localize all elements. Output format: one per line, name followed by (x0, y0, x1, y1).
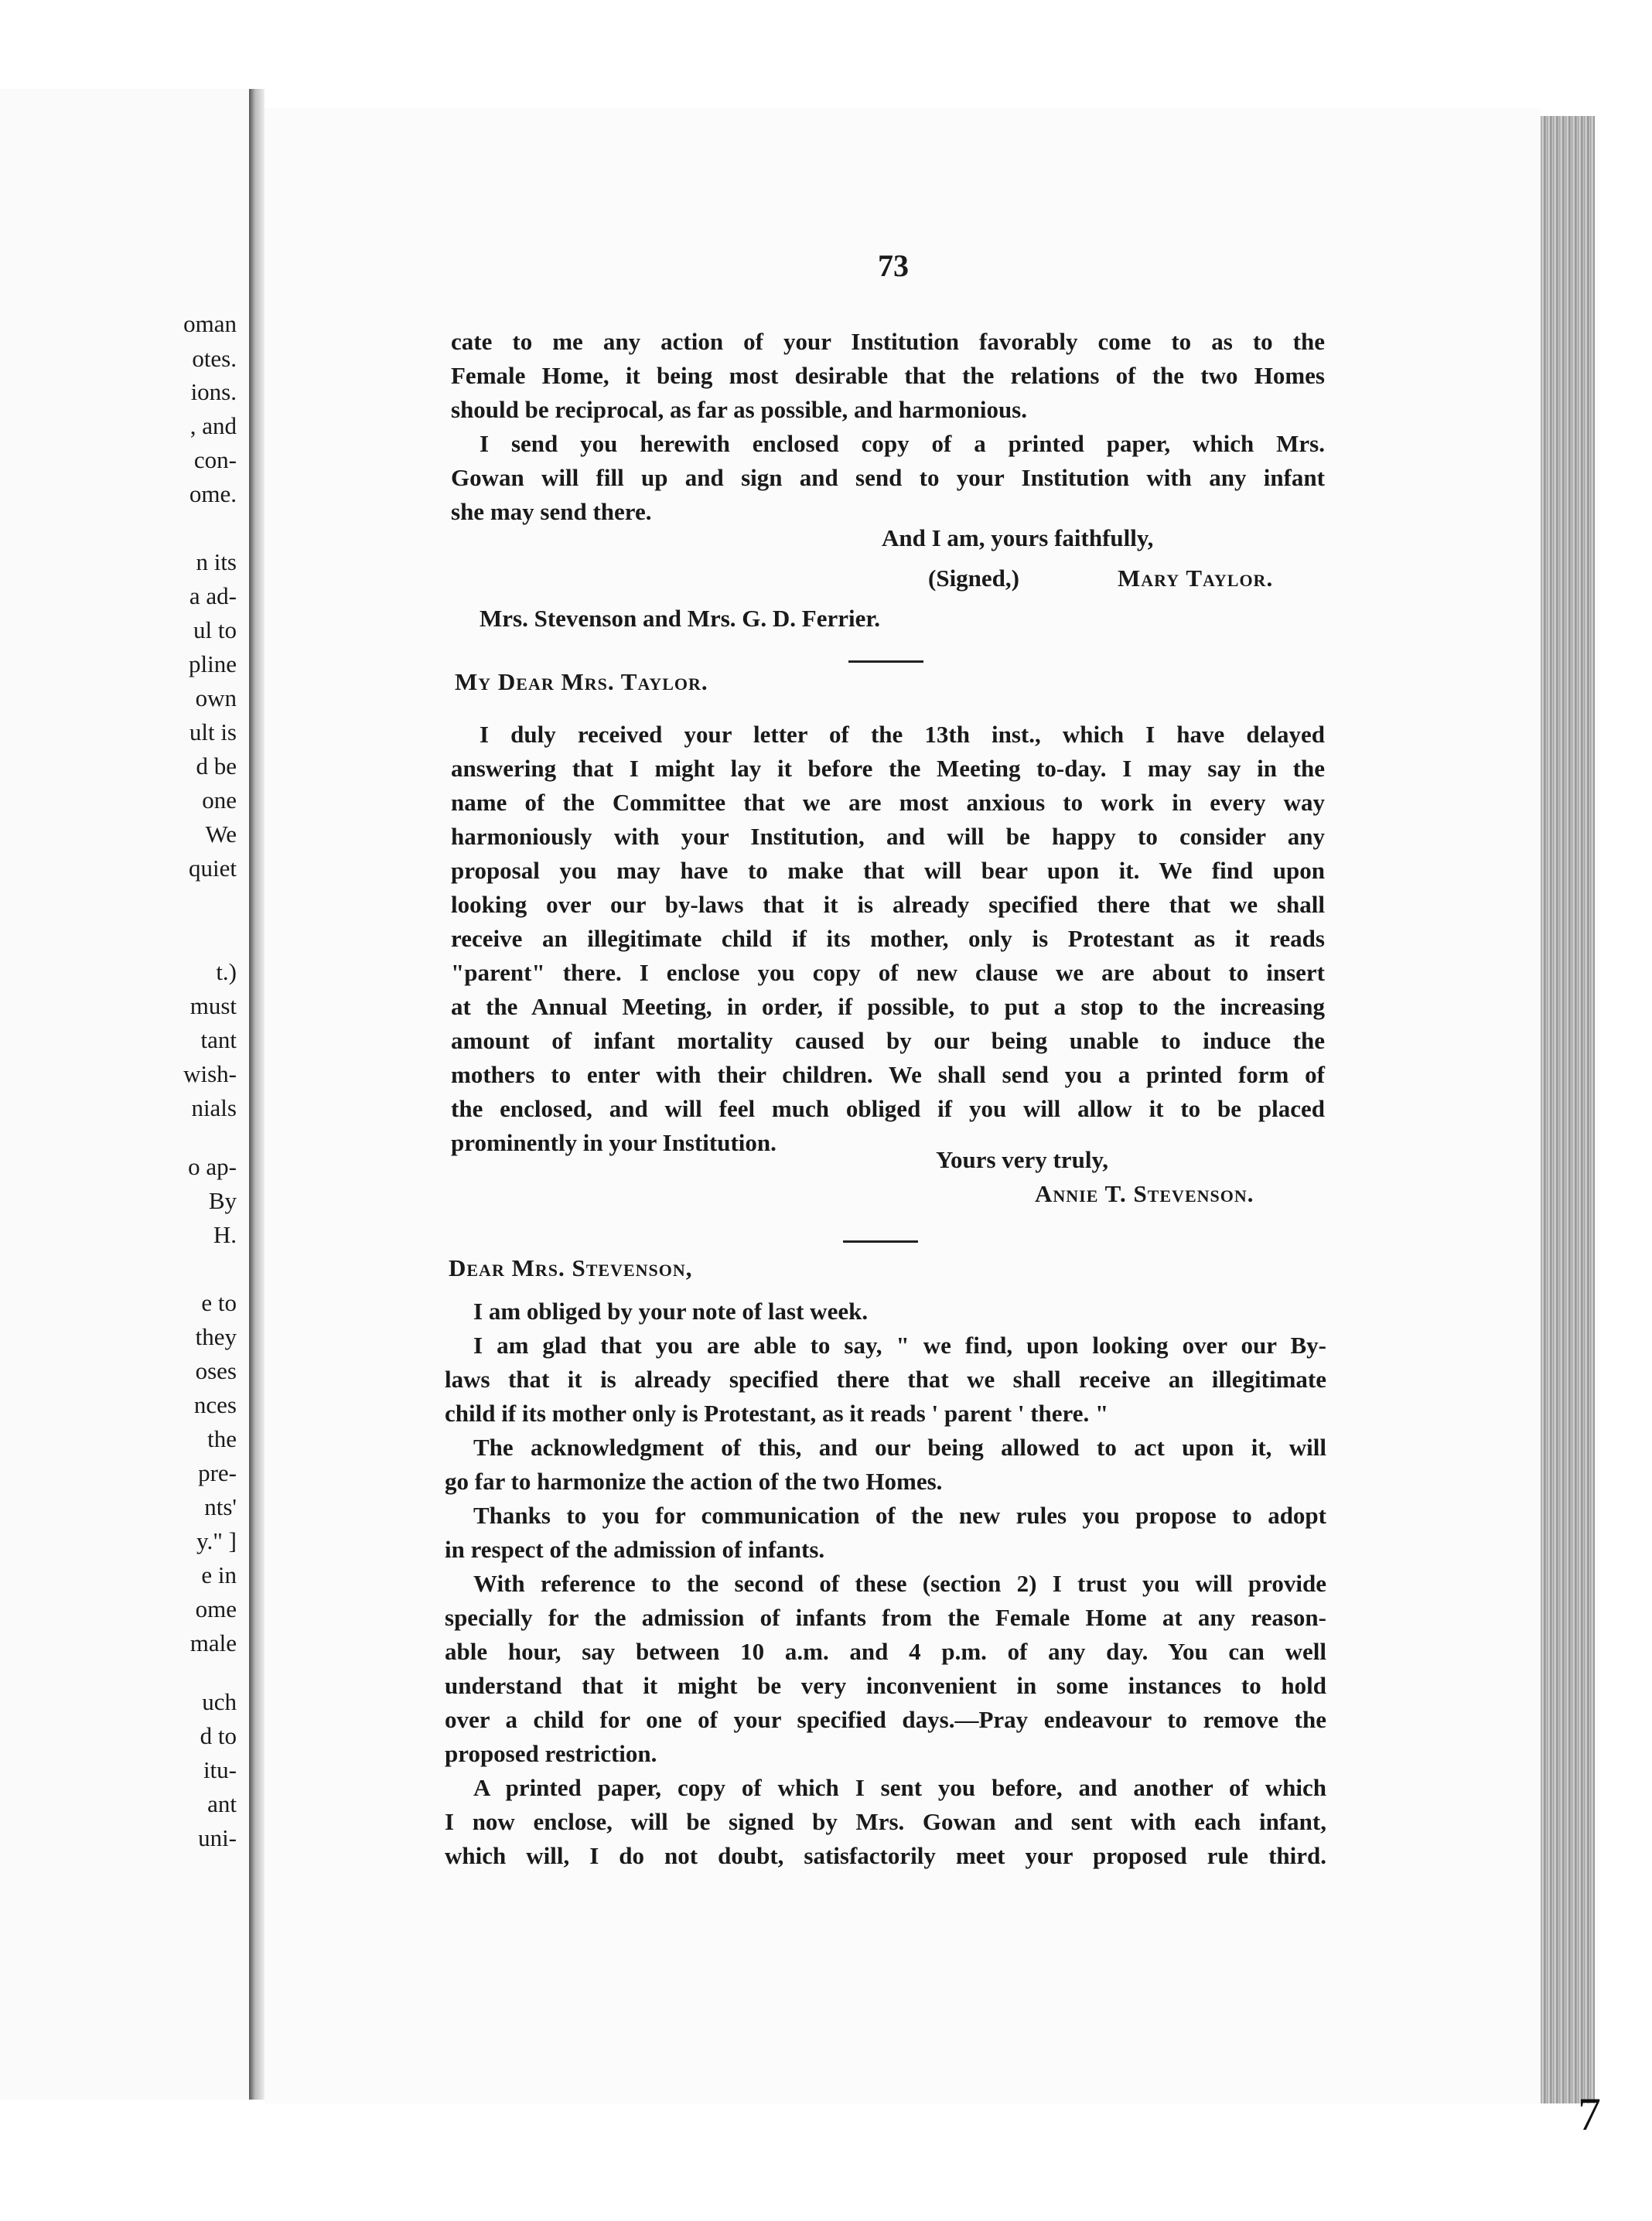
body-line: proposal you may have to make that will bear upon it. We find upon (451, 857, 1325, 884)
body-line: I send you herewith enclosed copy of a printed paper, which Mrs. (480, 430, 1325, 457)
body-line: I am obliged by your note of last week. (473, 1298, 869, 1325)
body-line: I duly received your letter of the 13th inst., which I have delayed (480, 721, 1325, 748)
body-line: in respect of the admission of infants. (445, 1536, 825, 1563)
left-fragment: the (207, 1425, 237, 1452)
left-fragment: wish- (183, 1060, 237, 1087)
body-line: cate to me any action of your Institution favorably come to as to the (451, 328, 1325, 355)
left-fragment: nts' (204, 1493, 237, 1520)
left-fragment: ult is (189, 718, 237, 745)
body-line: amount of infant mortality caused by our being unable to induce the (451, 1027, 1325, 1054)
margin-mark: 7 (1578, 2089, 1601, 2140)
body-line: which will, I do not doubt, satisfactorily meet your proposed rule third. (445, 1842, 1326, 1869)
body-line: Female Home, it being most desirable that the relations of the two Homes (451, 362, 1325, 389)
left-fragment: H. (213, 1221, 237, 1248)
body-line: The acknowledgment of this, and our being allowed to act upon it, will (473, 1434, 1326, 1461)
left-fragment: pline (189, 650, 237, 677)
closing-line: And I am, yours faithfully, (882, 524, 1154, 551)
body-line: A printed paper, copy of which I sent you before, and another of which (473, 1774, 1326, 1801)
section-divider (848, 660, 923, 663)
body-line: go far to harmonize the action of the two Homes. (445, 1468, 943, 1495)
body-line: proposed restriction. (445, 1740, 657, 1767)
body-line: prominently in your Institution. (451, 1129, 777, 1156)
body-line: mothers to enter with their children. We shall send you a printed form of (451, 1061, 1325, 1088)
left-fragment: con- (193, 446, 237, 473)
body-line: over a child for one of your specified days.—Pray endeavour to remove the (445, 1706, 1326, 1733)
left-fragment: uch (202, 1688, 237, 1715)
left-fragment: one (202, 786, 237, 814)
body-line: able hour, say between 10 a.m. and 4 p.m. of any day. You can well (445, 1638, 1326, 1665)
left-fragment: quiet (189, 855, 237, 882)
left-fragment: nces (193, 1391, 237, 1418)
body-line: Thanks to you for communication of the new rules you propose to adopt (473, 1502, 1326, 1529)
body-line: understand that it might be very inconvenient in some instances to hold (445, 1672, 1326, 1699)
left-fragment: d be (196, 752, 237, 780)
left-fragment: ul to (193, 616, 237, 643)
body-line: harmoniously with your Institution, and will be happy to consider any (451, 823, 1325, 850)
signature-annie-stevenson: Annie T. Stevenson. (1035, 1180, 1254, 1207)
left-fragment: By (208, 1187, 237, 1214)
left-fragment: tant (200, 1026, 237, 1053)
left-fragment: nials (191, 1094, 237, 1121)
signature-mary-taylor: Mary Taylor. (1118, 565, 1274, 592)
body-line: answering that I might lay it before the Meeting to-day. I may say in the (451, 755, 1325, 782)
left-fragment: itu- (203, 1756, 237, 1783)
body-line: child if its mother only is Protestant, as it reads ' parent ' there. " (445, 1400, 1109, 1427)
body-line: at the Annual Meeting, in order, if possible, to put a stop to the increasing (451, 993, 1325, 1020)
left-fragment: o ap- (188, 1153, 237, 1180)
body-line: specially for the admission of infants from the Female Home at any reason- (445, 1604, 1326, 1631)
left-fragment: We (205, 821, 237, 848)
body-line: name of the Committee that we are most anxious to work in every way (451, 789, 1325, 816)
body-line: I now enclose, will be signed by Mrs. Gowan and sent with each infant, (445, 1808, 1326, 1835)
salutation: My Dear Mrs. Taylor. (455, 668, 708, 695)
addressees-line: Mrs. Stevenson and Mrs. G. D. Ferrier. (480, 605, 881, 632)
left-fragment: e to (201, 1289, 237, 1316)
left-fragment: ome. (189, 480, 237, 507)
left-fragment: oman (183, 310, 237, 337)
salutation: Dear Mrs. Stevenson, (449, 1254, 693, 1281)
left-fragment: they (195, 1323, 237, 1350)
left-fragment: ome (195, 1595, 237, 1622)
page-number: 73 (878, 248, 909, 283)
body-line: laws that it is already specified there that we shall receive an illegitimate (445, 1366, 1326, 1393)
left-fragment: own (195, 684, 237, 711)
left-fragment: male (189, 1629, 237, 1656)
body-line: I am glad that you are able to say, " we find, upon looking over our By- (473, 1332, 1326, 1359)
left-fragment: n its (196, 548, 237, 575)
body-line: receive an illegitimate child if its mother, only is Protestant as it reads (451, 925, 1325, 952)
left-fragment: , and (189, 412, 237, 439)
left-fragment: uni- (198, 1824, 237, 1851)
left-fragment: must (189, 992, 237, 1019)
left-fragment: oses (195, 1357, 237, 1384)
left-fragment: t.) (216, 958, 237, 985)
left-fragment: otes. (192, 345, 237, 372)
left-fragment: e in (201, 1561, 237, 1588)
body-line: "parent" there. I enclose you copy of new clause we are about to insert (451, 959, 1325, 986)
left-fragment: y." ] (196, 1527, 237, 1554)
book-gutter (249, 89, 265, 2100)
left-fragment: a ad- (189, 582, 237, 609)
body-line: With reference to the second of these (section 2) I trust you will provide (473, 1570, 1326, 1597)
body-line: Gowan will fill up and sign and send to your Institution with any infant (451, 464, 1325, 491)
page-stack-edge (1541, 116, 1595, 2103)
left-fragment: d to (200, 1722, 237, 1749)
left-fragment: ant (207, 1790, 237, 1817)
body-line: she may send there. (451, 498, 652, 525)
body-line: looking over our by-laws that it is already specified there that we shall (451, 891, 1325, 918)
signed-label: (Signed,) (928, 565, 1019, 592)
body-line: should be reciprocal, as far as possible, and harmonious. (451, 396, 1027, 423)
section-divider (843, 1240, 918, 1243)
left-fragment: ions. (190, 378, 237, 405)
body-line: the enclosed, and will feel much obliged if you will allow it to be placed (451, 1095, 1325, 1122)
left-fragment: pre- (198, 1459, 237, 1486)
closing-line: Yours very truly, (936, 1146, 1109, 1173)
